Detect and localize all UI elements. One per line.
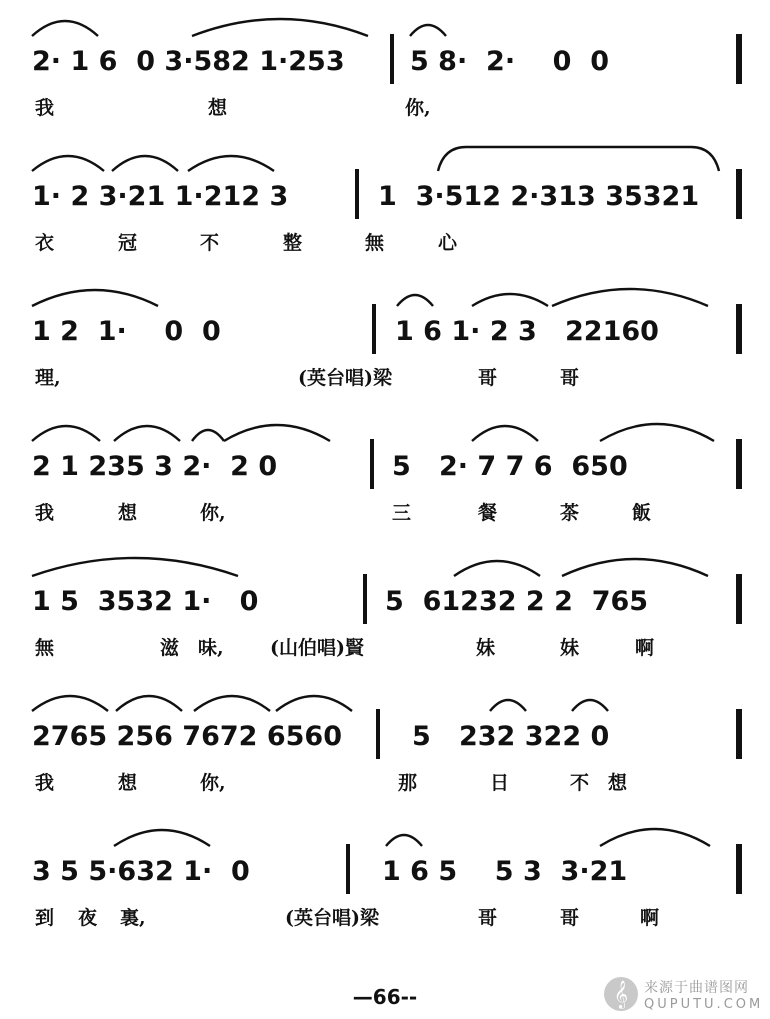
lyric-syllable: 想 bbox=[608, 772, 628, 794]
slur bbox=[570, 683, 610, 715]
lyric-syllable: 想 bbox=[208, 97, 228, 119]
slur bbox=[470, 278, 550, 310]
slur bbox=[190, 8, 370, 40]
measure: 5 2· 7 7 6 650 bbox=[392, 451, 628, 482]
lyric-syllable: 滋 bbox=[160, 637, 180, 659]
slur bbox=[470, 413, 540, 445]
slur bbox=[30, 683, 110, 715]
slur bbox=[598, 413, 716, 445]
lyric-syllable: 三 bbox=[392, 502, 412, 524]
watermark-url: QUPUTU.COM bbox=[644, 997, 764, 1012]
slur bbox=[550, 278, 710, 310]
lyric-syllable: 想 bbox=[118, 772, 138, 794]
slur bbox=[408, 8, 448, 40]
final-barline bbox=[736, 34, 742, 84]
measure: 1· 2 3·21 1·212 3 bbox=[32, 181, 289, 212]
measure: 5 8· 2· 0 0 bbox=[410, 46, 610, 77]
score-system-7 bbox=[0, 810, 770, 940]
slur bbox=[384, 818, 424, 850]
slur bbox=[190, 413, 226, 445]
measure: 5 232 322 0 bbox=[412, 721, 610, 752]
measure: 1 5 3532 1· 0 bbox=[32, 586, 259, 617]
score-system-2 bbox=[0, 135, 770, 265]
page-number: —66-- bbox=[352, 985, 418, 1009]
score-system-6 bbox=[0, 675, 770, 805]
slur bbox=[112, 818, 212, 850]
lyric-syllable: 想 bbox=[118, 502, 138, 524]
slur bbox=[30, 548, 240, 580]
lyric-syllable: 夜 bbox=[78, 907, 98, 929]
score-system-1 bbox=[0, 0, 770, 130]
lyric-syllable: 冠 bbox=[118, 232, 138, 254]
lyric-syllable: 妹 bbox=[476, 637, 496, 659]
measure: 5 61232 2 2 765 bbox=[385, 586, 649, 617]
slur bbox=[395, 278, 435, 310]
lyric-syllable: 無 bbox=[35, 637, 55, 659]
lyric-syllable: (山伯唱)賢 bbox=[270, 637, 364, 659]
score-system-5 bbox=[0, 540, 770, 670]
barline bbox=[390, 34, 394, 84]
lyric-syllable: 日 bbox=[490, 772, 510, 794]
lyric-syllable: 哥 bbox=[560, 367, 580, 389]
slur bbox=[452, 548, 542, 580]
lyric-syllable: 妹 bbox=[560, 637, 580, 659]
lyric-syllable: 不 bbox=[570, 772, 590, 794]
barline bbox=[346, 844, 350, 894]
slur bbox=[186, 143, 276, 175]
lyric-syllable: 整 bbox=[283, 232, 303, 254]
slur bbox=[488, 683, 528, 715]
lyric-syllable: 裏, bbox=[120, 907, 146, 929]
slur bbox=[192, 683, 272, 715]
lyric-syllable: 啊 bbox=[635, 637, 655, 659]
lyric-syllable: 那 bbox=[398, 772, 418, 794]
lyric-syllable: 你, bbox=[405, 97, 431, 119]
watermark-name: 来源于曲谱图网 bbox=[644, 980, 749, 996]
lyric-syllable: 哥 bbox=[478, 367, 498, 389]
lyric-syllable: 我 bbox=[35, 502, 55, 524]
slur bbox=[30, 278, 160, 310]
lyric-syllable: 你, bbox=[200, 502, 226, 524]
measure: 1 6 1· 2 3 22160 bbox=[395, 316, 659, 347]
barline bbox=[370, 439, 374, 489]
barline bbox=[376, 709, 380, 759]
lyric-syllable: 飯 bbox=[632, 502, 652, 524]
lyric-syllable: 啊 bbox=[640, 907, 660, 929]
lyric-syllable: 理, bbox=[35, 367, 61, 389]
final-barline bbox=[736, 844, 742, 894]
lyric-syllable: 我 bbox=[35, 772, 55, 794]
barline bbox=[355, 169, 359, 219]
measure: 2765 256 7672 6560 bbox=[32, 721, 342, 752]
slur bbox=[30, 413, 102, 445]
measure: 3 5 5·632 1· 0 bbox=[32, 856, 250, 887]
slur bbox=[114, 683, 184, 715]
measure: 2· 1 6 0 3·582 1·253 bbox=[32, 46, 345, 77]
treble-clef-icon: 𝄞 bbox=[604, 977, 638, 1011]
watermark bbox=[600, 975, 770, 1019]
lyric-syllable: 心 bbox=[438, 232, 458, 254]
lyric-syllable: 不 bbox=[200, 232, 220, 254]
lyric-syllable: 無 bbox=[365, 232, 385, 254]
lyric-syllable: 茶 bbox=[560, 502, 580, 524]
lyric-syllable: 到 bbox=[35, 907, 55, 929]
slur bbox=[436, 143, 721, 175]
lyric-syllable: 味, bbox=[198, 637, 224, 659]
slur bbox=[110, 143, 180, 175]
lyric-syllable: (英台唱)梁 bbox=[285, 907, 379, 929]
final-barline bbox=[736, 439, 742, 489]
measure: 1 6 5 5 3 3·21 bbox=[382, 856, 628, 887]
lyric-syllable: 哥 bbox=[560, 907, 580, 929]
measure: 1 2 1· 0 0 bbox=[32, 316, 221, 347]
lyric-syllable: 我 bbox=[35, 97, 55, 119]
lyric-syllable: 你, bbox=[200, 772, 226, 794]
final-barline bbox=[736, 169, 742, 219]
barline bbox=[372, 304, 376, 354]
measure: 2 1 235 3 2· 2 0 bbox=[32, 451, 278, 482]
lyric-syllable: 哥 bbox=[478, 907, 498, 929]
score-system-3 bbox=[0, 270, 770, 400]
lyric-syllable: 餐 bbox=[478, 502, 498, 524]
slur bbox=[30, 8, 100, 40]
measure: 1 3·512 2·313 35321 bbox=[378, 181, 700, 212]
slur bbox=[222, 413, 332, 445]
final-barline bbox=[736, 574, 742, 624]
slur bbox=[274, 683, 354, 715]
barline bbox=[363, 574, 367, 624]
slur bbox=[112, 413, 182, 445]
lyric-syllable: 衣 bbox=[35, 232, 55, 254]
slur bbox=[560, 548, 710, 580]
final-barline bbox=[736, 709, 742, 759]
lyric-syllable: (英台唱)梁 bbox=[298, 367, 392, 389]
final-barline bbox=[736, 304, 742, 354]
score-system-4 bbox=[0, 405, 770, 535]
slur bbox=[30, 143, 106, 175]
slur bbox=[598, 818, 712, 850]
